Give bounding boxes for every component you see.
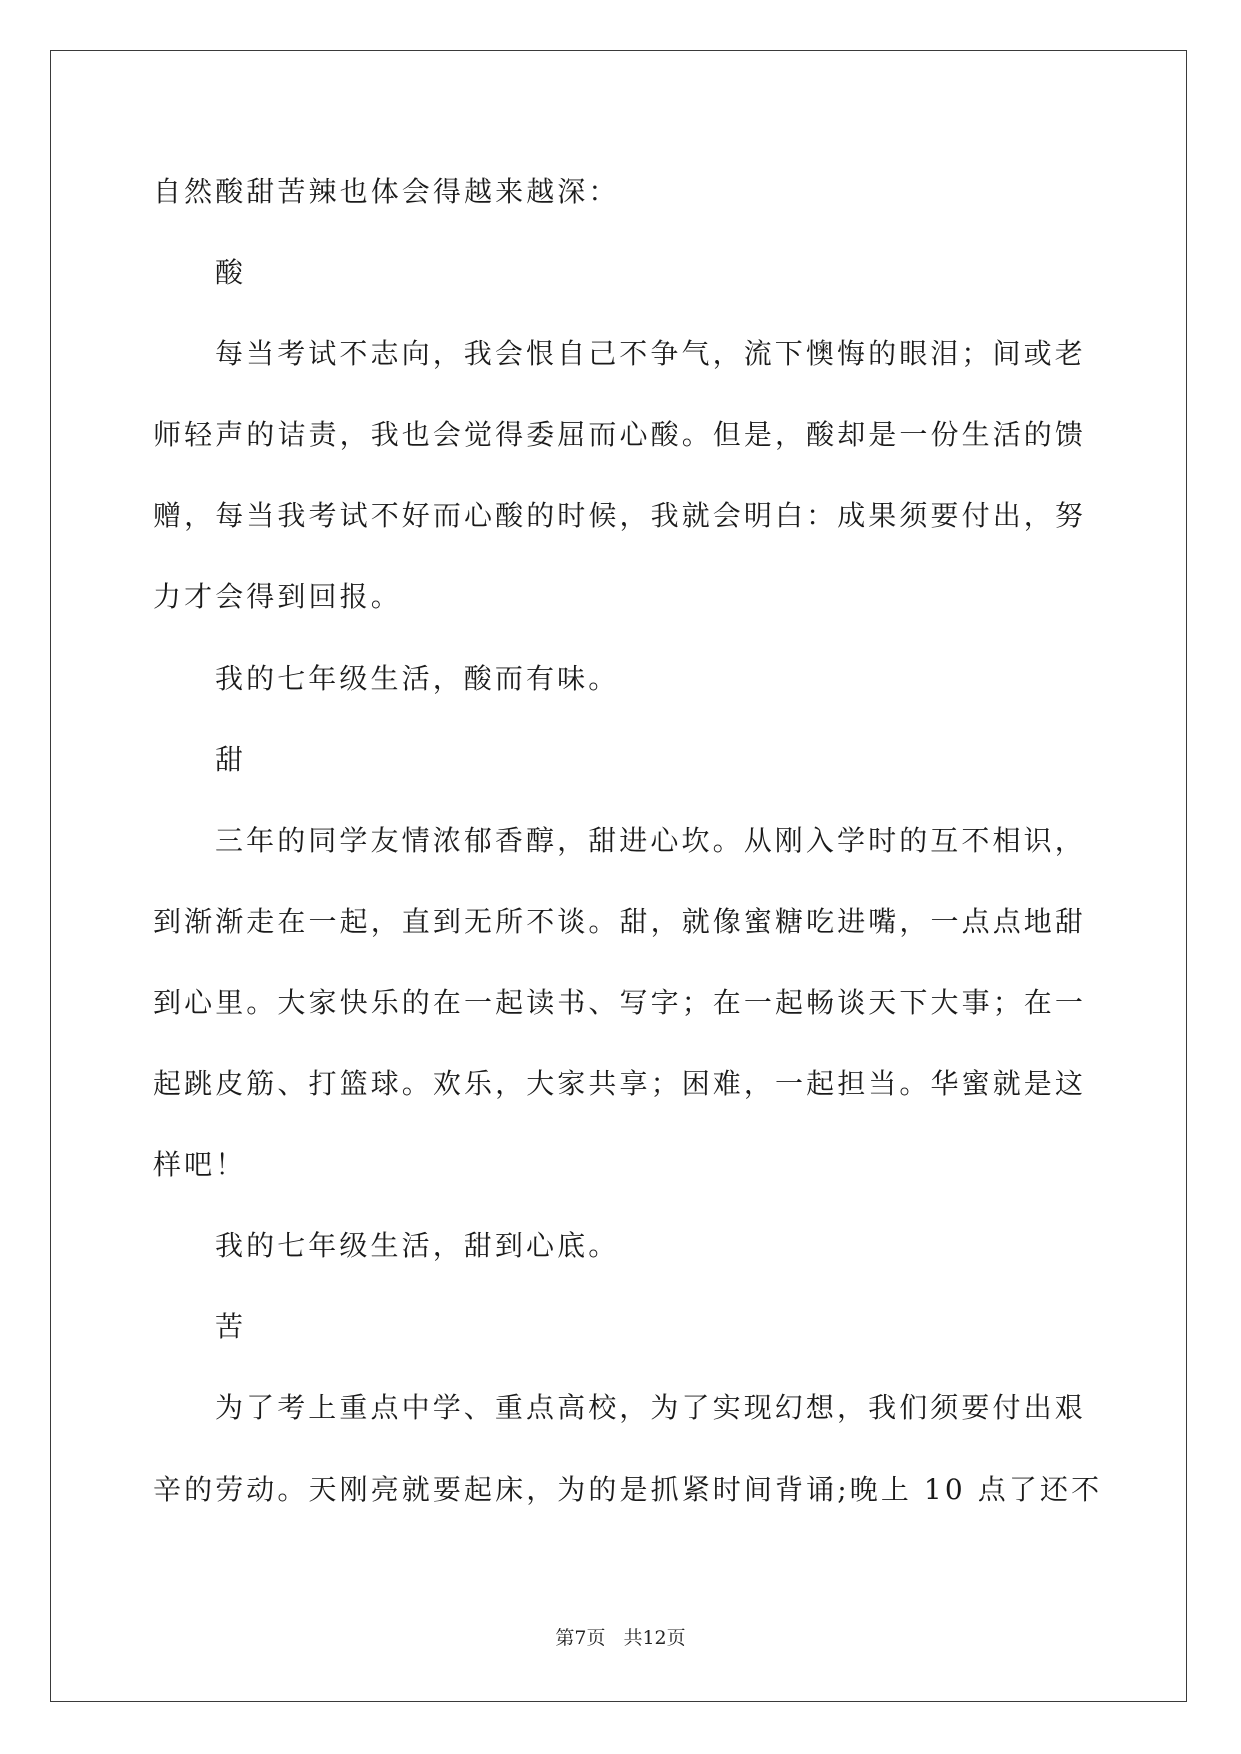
text-line: 起跳皮筋、打篮球。欢乐，大家共享；困难，一起担当。华蜜就是这 (153, 1067, 1087, 1101)
section-heading-sour (153, 232, 1113, 313)
text-line: 到心里。大家快乐的在一起读书、写字；在一起畅谈天下大事；在一 (153, 985, 1087, 1019)
paragraph-continuation (153, 151, 1113, 232)
text-line: 每当考试不志向，我会恨自己不争气，流下懊悔的眼泪；间或老 (215, 337, 1086, 371)
page-number: 第7页 (555, 1627, 606, 1649)
text-line: 到渐渐走在一起，直到无所不谈。甜，就像蜜糖吃进嘴，一点点地甜 (153, 904, 1087, 938)
paragraph (153, 638, 1113, 719)
text-line: 为了考上重点中学、重点高校，为了实现幻想，我们须要付出艰 (215, 1391, 1086, 1425)
text-line: 我的七年级生活，甜到心底。 (215, 1229, 620, 1263)
section-heading: 酸 (215, 256, 247, 290)
text-line: 辛的劳动。天刚亮就要起床，为的是抓紧时间背诵;晚上 10 点了还不 (153, 1472, 1103, 1506)
text-line: 力才会得到回报。 (153, 580, 402, 614)
page-footer (0, 1624, 1241, 1652)
text-line: 师轻声的诘责，我也会觉得委屈而心酸。但是，酸却是一份生活的馈 (153, 418, 1087, 452)
section-heading-sweet (153, 719, 1113, 800)
document-body (153, 151, 1113, 1530)
section-heading: 苦 (215, 1310, 247, 1344)
paragraph (153, 313, 1113, 637)
paragraph (153, 800, 1113, 1205)
section-heading: 甜 (215, 742, 247, 776)
section-heading-bitter (153, 1286, 1113, 1367)
text-line: 赠，每当我考试不好而心酸的时候，我就会明白：成果须要付出，努 (153, 499, 1087, 533)
text-line: 我的七年级生活，酸而有味。 (215, 661, 620, 695)
text-line: 三年的同学友情浓郁香醇，甜进心坎。从刚入学时的互不相识， (215, 823, 1086, 857)
paragraph (153, 1367, 1113, 1529)
page-total: 共12页 (623, 1627, 686, 1649)
text-line: 样吧！ (153, 1148, 247, 1182)
text-line: 自然酸甜苦辣也体会得越来越深： (153, 175, 620, 208)
paragraph (153, 1205, 1113, 1286)
